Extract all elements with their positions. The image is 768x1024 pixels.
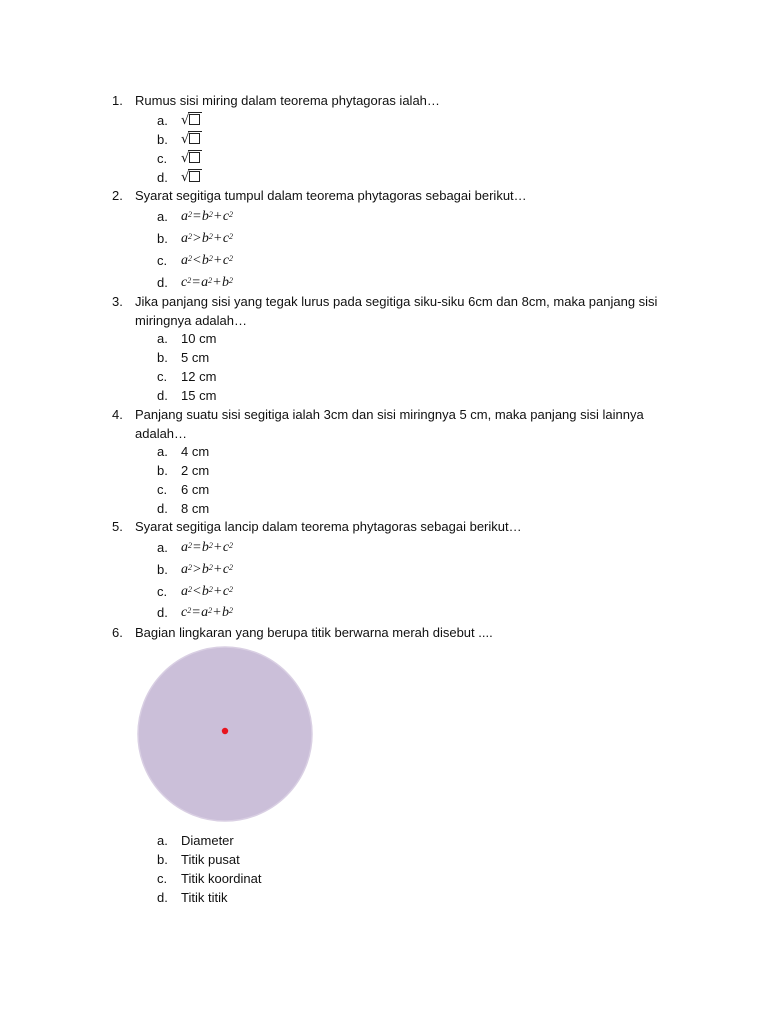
option-text: 2 cm bbox=[181, 463, 210, 478]
option-4a bbox=[0, 442, 768, 461]
question-number: 2. bbox=[112, 188, 123, 203]
option-label: c. bbox=[157, 151, 168, 166]
option-label: d. bbox=[157, 170, 168, 185]
option-1a bbox=[0, 111, 768, 130]
question-number: 3. bbox=[112, 294, 123, 309]
option-3a bbox=[0, 329, 768, 348]
option-text: Diameter bbox=[181, 833, 234, 848]
option-4c bbox=[0, 480, 768, 499]
sqrt-placeholder-icon: √ bbox=[181, 130, 200, 149]
option-6a bbox=[0, 831, 768, 850]
option-text: Titik koordinat bbox=[181, 871, 262, 886]
option-label: c. bbox=[157, 482, 168, 497]
option-5b bbox=[0, 560, 768, 579]
option-label: b. bbox=[157, 132, 168, 147]
option-label: b. bbox=[157, 231, 168, 246]
option-6c bbox=[0, 869, 768, 888]
option-label: b. bbox=[157, 463, 168, 478]
option-4d bbox=[0, 499, 768, 518]
option-5a bbox=[0, 538, 768, 557]
option-3c bbox=[0, 367, 768, 386]
option-2d bbox=[0, 273, 768, 292]
option-label: b. bbox=[157, 562, 168, 577]
option-text: 10 cm bbox=[181, 331, 217, 346]
math-formula: $a^2<b^2+c^2$ bbox=[181, 584, 234, 599]
option-label: a. bbox=[157, 209, 168, 224]
option-3b bbox=[0, 348, 768, 367]
option-2c bbox=[0, 251, 768, 270]
option-text: Titik pusat bbox=[181, 852, 240, 867]
question-text: Bagian lingkaran yang berupa titik berwarna merah disebut .... bbox=[135, 625, 493, 640]
option-1d bbox=[0, 168, 768, 187]
option-text: 4 cm bbox=[181, 444, 210, 459]
option-label: c. bbox=[157, 584, 168, 599]
math-formula: $a^2=b^2+c^2$ bbox=[181, 540, 234, 555]
question-text: Rumus sisi miring dalam teorema phytagoras ialah… bbox=[135, 93, 440, 108]
option-label: c. bbox=[157, 253, 168, 268]
option-text: 12 cm bbox=[181, 369, 217, 384]
math-formula: $a^2>b^2+c^2$ bbox=[181, 231, 234, 246]
option-label: a. bbox=[157, 113, 168, 128]
math-formula: $c^2=a^2+b^2$ bbox=[181, 605, 234, 620]
option-label: d. bbox=[157, 605, 168, 620]
sqrt-placeholder-icon: √ bbox=[181, 111, 200, 130]
question-number: 6. bbox=[112, 625, 123, 640]
option-label: b. bbox=[157, 852, 168, 867]
option-text: 8 cm bbox=[181, 501, 210, 516]
question-text: Syarat segitiga tumpul dalam teorema phytagoras sebagai berikut… bbox=[135, 188, 527, 203]
option-label: d. bbox=[157, 501, 168, 516]
option-label: d. bbox=[157, 275, 168, 290]
option-text: 5 cm bbox=[181, 350, 210, 365]
sqrt-placeholder-icon: √ bbox=[181, 149, 200, 168]
option-4b bbox=[0, 461, 768, 480]
option-label: d. bbox=[157, 388, 168, 403]
option-5c bbox=[0, 582, 768, 601]
option-label: a. bbox=[157, 444, 168, 459]
circle-figure bbox=[136, 645, 314, 825]
option-1c bbox=[0, 149, 768, 168]
option-6b bbox=[0, 850, 768, 869]
option-label: a. bbox=[157, 833, 168, 848]
option-1b bbox=[0, 130, 768, 149]
sqrt-placeholder-icon: √ bbox=[181, 168, 200, 187]
question-text: Jika panjang sisi yang tegak lurus pada segitiga siku-siku 6cm dan 8cm, maka panjang sisi miringnya adalah… bbox=[135, 294, 658, 328]
math-formula: $a^2<b^2+c^2$ bbox=[181, 253, 234, 268]
center-point-icon bbox=[222, 728, 228, 734]
option-5d bbox=[0, 603, 768, 622]
option-text: 6 cm bbox=[181, 482, 210, 497]
math-formula: $c^2=a^2+b^2$ bbox=[181, 275, 234, 290]
option-label: d. bbox=[157, 890, 168, 905]
option-text: 15 cm bbox=[181, 388, 217, 403]
question-number: 1. bbox=[112, 93, 123, 108]
question-number: 5. bbox=[112, 519, 123, 534]
option-3d bbox=[0, 386, 768, 405]
math-formula: $a^2=b^2+c^2$ bbox=[181, 209, 234, 224]
option-6d bbox=[0, 888, 768, 907]
option-label: b. bbox=[157, 350, 168, 365]
option-label: c. bbox=[157, 369, 168, 384]
option-text: Titik titik bbox=[181, 890, 228, 905]
option-label: c. bbox=[157, 871, 168, 886]
question-text: Syarat segitiga lancip dalam teorema phytagoras sebagai berikut… bbox=[135, 519, 522, 534]
option-2b bbox=[0, 229, 768, 248]
math-formula: $a^2>b^2+c^2$ bbox=[181, 562, 234, 577]
question-number: 4. bbox=[112, 407, 123, 422]
option-2a bbox=[0, 207, 768, 226]
option-label: a. bbox=[157, 331, 168, 346]
option-label: a. bbox=[157, 540, 168, 555]
question-text: Panjang suatu sisi segitiga ialah 3cm dan sisi miringnya 5 cm, maka panjang sisi lainnya adalah… bbox=[135, 407, 644, 441]
